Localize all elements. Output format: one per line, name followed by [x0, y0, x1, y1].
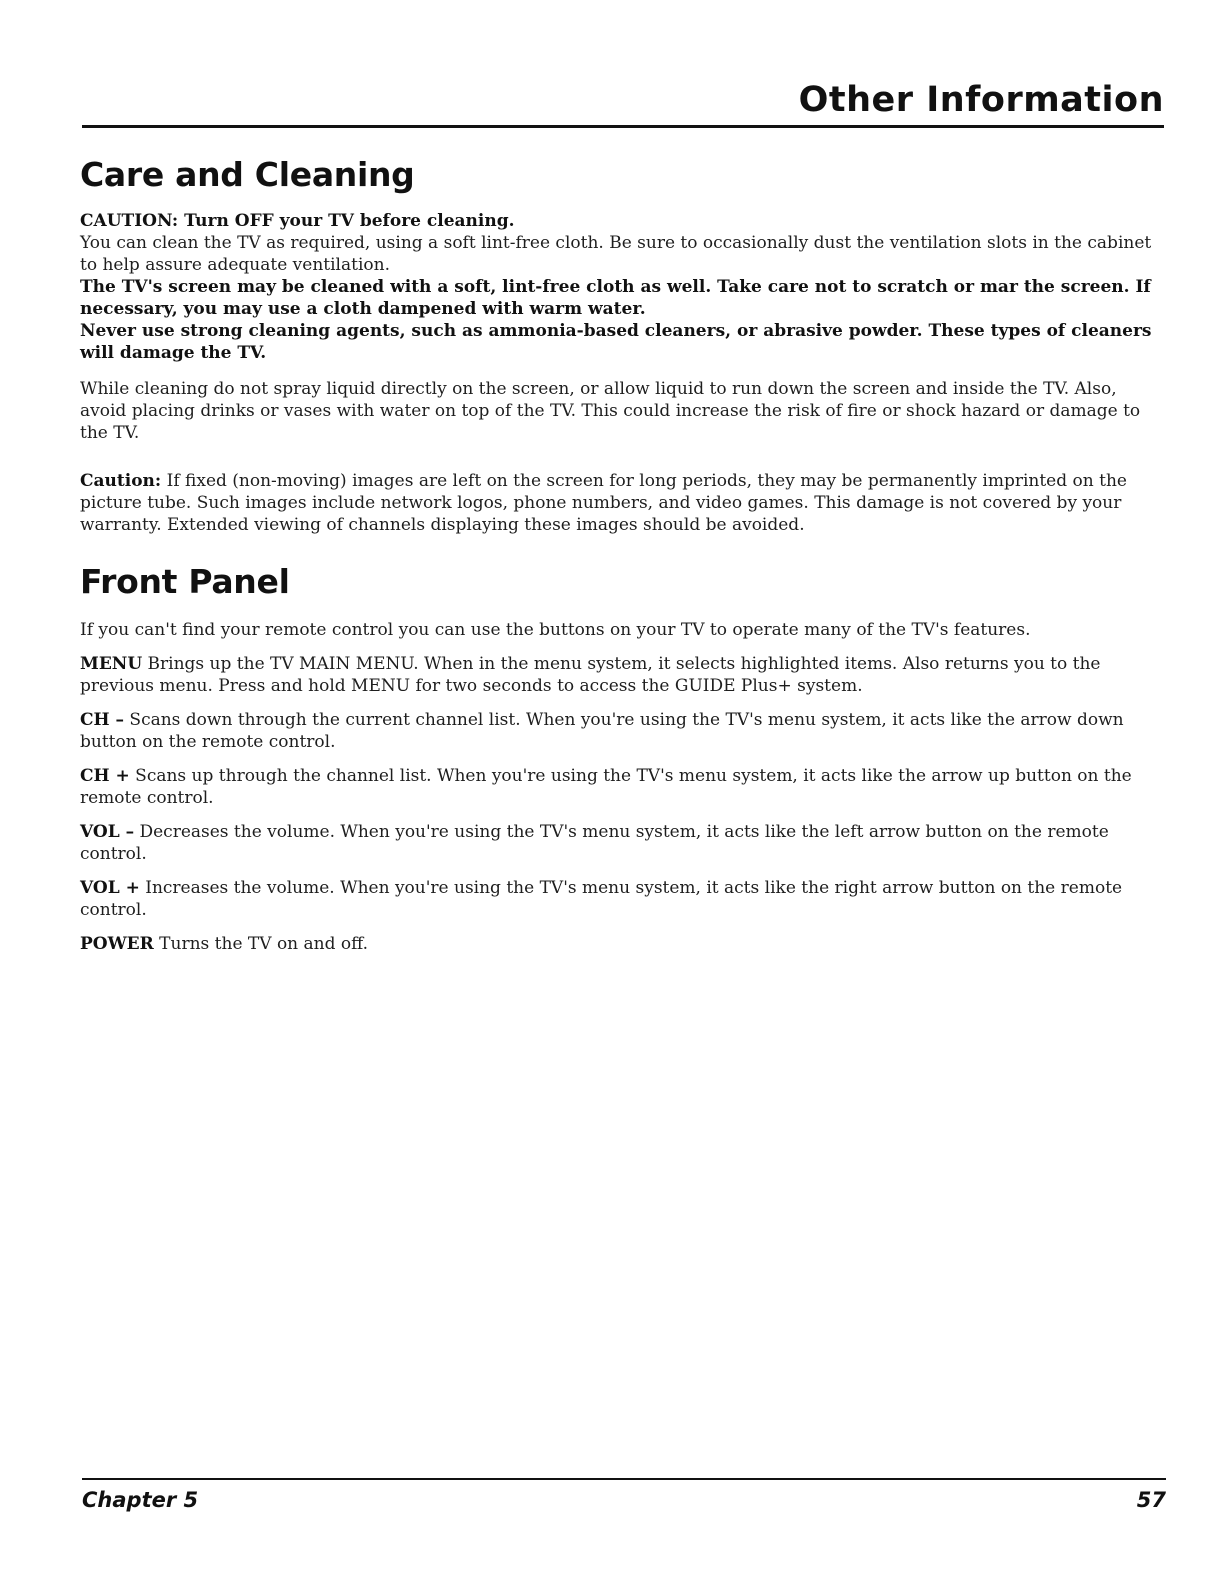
- caution-paragraph: [80, 470, 1160, 536]
- panel-item-text: Scans down through the current channel list. When you're using the TV's menu system, it acts like the arrow down button on the remote control.: [80, 710, 1124, 752]
- panel-item-label: POWER: [80, 934, 154, 954]
- panel-item-vol-down: [80, 821, 1160, 865]
- panel-item-ch-down: [80, 709, 1160, 753]
- caution-text: If fixed (non-moving) images are left on the screen for long periods, they may be permanently imprinted on the picture tube. Such images include network logos, phone numbers, and video games. This damage is not covered by your warranty. Extended viewing of channels displaying these images should be avoided.: [80, 471, 1127, 535]
- screen-cleaning-note: The TV's screen may be cleaned with a soft, lint-free cloth as well. Take care not to scratch or mar the screen. If necessary, you may use a cloth dampened with warm water.: [80, 277, 1151, 319]
- panel-item-label: VOL –: [80, 822, 135, 842]
- panel-item-text: Turns the TV on and off.: [153, 934, 369, 954]
- panel-item-vol-up: [80, 877, 1160, 921]
- panel-item-label: MENU: [80, 654, 143, 674]
- panel-item-menu: [80, 653, 1160, 697]
- footer-chapter: Chapter 5: [82, 1488, 199, 1512]
- panel-item-text: Increases the volume. When you're using the TV's menu system, it acts like the right arrow button on the remote control.: [80, 878, 1123, 920]
- section-title: Other Information: [798, 80, 1164, 120]
- care-cleaning-heading: Care and Cleaning: [80, 155, 415, 194]
- cleaning-agents-warning: Never use strong cleaning agents, such as ammonia-based cleaners, or abrasive powder. These types of cleaners will damage the TV.: [80, 321, 1152, 363]
- panel-item-text: Brings up the TV MAIN MENU. When in the menu system, it selects highlighted items. Also returns you to the previous menu. Press and hold MENU for two seconds to access the GUIDE Plus+ system.: [80, 654, 1101, 696]
- section-header: [82, 80, 1164, 128]
- front-panel-heading: Front Panel: [80, 562, 290, 601]
- panel-item-text: Scans up through the channel list. When you're using the TV's menu system, it acts like the arrow up button on the remote control.: [80, 766, 1132, 808]
- caution-line: CAUTION: Turn OFF your TV before cleaning.: [80, 211, 515, 231]
- panel-item-text: Decreases the volume. When you're using the TV's menu system, it acts like the left arrow button on the remote control.: [80, 822, 1109, 864]
- page-body: [80, 155, 1160, 955]
- care-paragraph-1: You can clean the TV as required, using a soft lint-free cloth. Be sure to occasionally dust the ventilation slots in the cabinet to help assure adequate ventilation.: [80, 233, 1152, 275]
- panel-item-label: CH –: [80, 710, 125, 730]
- panel-item-ch-up: [80, 765, 1160, 809]
- header-rule: [82, 125, 1164, 128]
- footer-rule: [82, 1478, 1166, 1480]
- care-paragraph-2: While cleaning do not spray liquid directly on the screen, or allow liquid to run down the screen and inside the TV. Also, avoid placing drinks or vases with water on top of the TV. This could increase the risk of fire or shock hazard or damage to the TV.: [80, 379, 1141, 443]
- panel-item-label: VOL +: [80, 878, 140, 898]
- caution-label: Caution:: [80, 471, 162, 491]
- page-footer: [82, 1478, 1166, 1520]
- front-panel-intro: If you can't find your remote control you can use the buttons on your TV to operate many of the TV's features.: [80, 620, 1031, 640]
- panel-item-label: CH +: [80, 766, 130, 786]
- panel-item-power: [80, 933, 1160, 955]
- page-number: 57: [1136, 1488, 1166, 1512]
